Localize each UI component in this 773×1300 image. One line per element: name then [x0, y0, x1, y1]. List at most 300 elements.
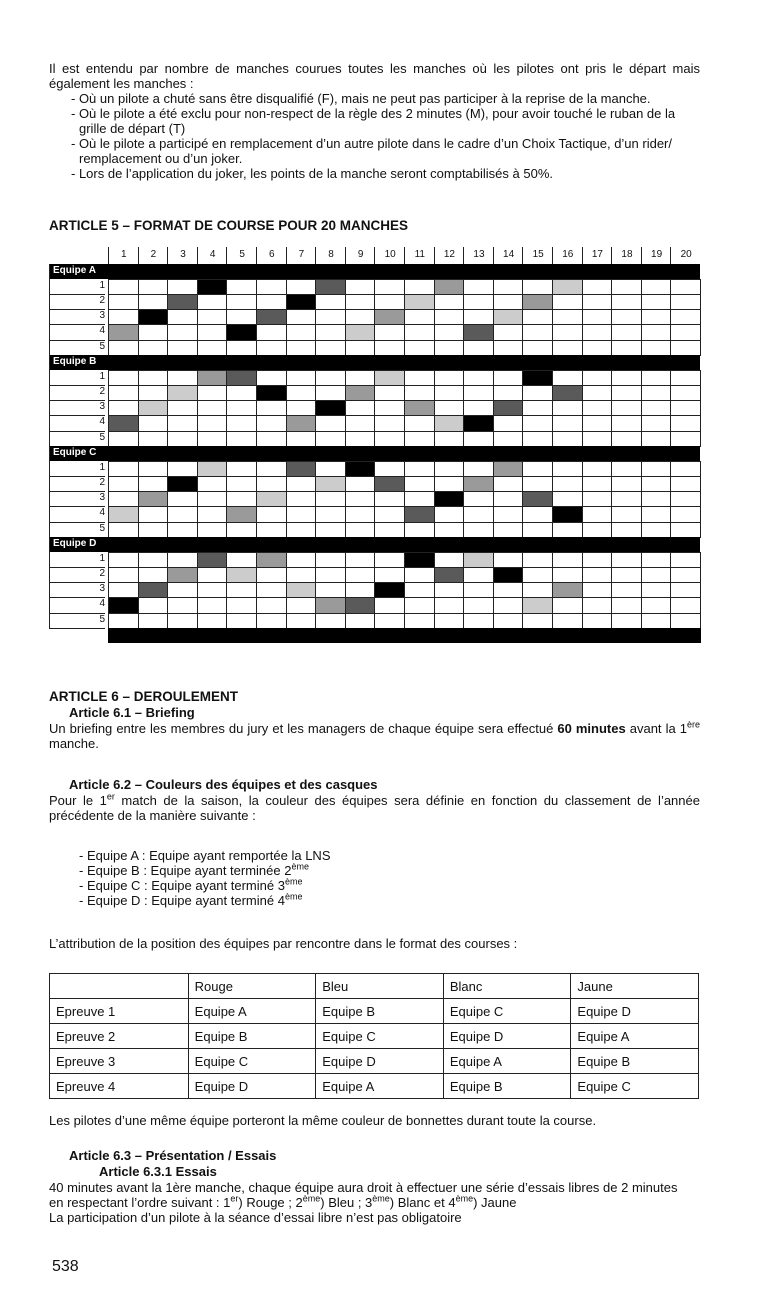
grid-cell [434, 415, 465, 431]
grid-cell [641, 567, 672, 583]
grid-cell [167, 582, 198, 598]
grid-cell [611, 324, 642, 340]
grid-cell [374, 491, 405, 507]
intro-bullet: - Où le pilote a été exclu pour non-respect de la règle des 2 minutes (M), pour avoir touché le ruban de la grille de départ (T) [71, 106, 676, 136]
grid-cell [434, 370, 465, 386]
grid-cell [226, 506, 257, 522]
grid-cell [286, 491, 317, 507]
grid-cell [345, 552, 376, 568]
grid-cell [226, 431, 257, 447]
grid-cell [167, 279, 198, 295]
grid-cell [463, 431, 494, 447]
grid-cell [463, 385, 494, 401]
grid-cell [167, 506, 198, 522]
grid-cell [197, 491, 228, 507]
grid-cell [463, 567, 494, 583]
grid-cell [315, 582, 346, 598]
grid-cell [641, 400, 672, 416]
grid-cell [611, 370, 642, 386]
table-cell: Bleu [316, 974, 444, 999]
grid-cell [345, 400, 376, 416]
grid-cell [286, 552, 317, 568]
row-label: 3 [49, 582, 105, 598]
grid-cell [315, 415, 346, 431]
table-row [50, 1049, 699, 1074]
grid-cell [315, 476, 346, 492]
grid-cell [197, 415, 228, 431]
grid-cell [463, 324, 494, 340]
article631-line2: en respectant l’ordre suivant : 1er) Rouge ; 2ème) Bleu ; 3ème) Blanc et 4ème) Jaune [49, 1193, 517, 1210]
a61-bold: 60 minutes [557, 721, 626, 736]
grid-cell [404, 294, 435, 310]
grid-cell [138, 415, 169, 431]
grid-cell [108, 385, 139, 401]
row-label: 4 [49, 415, 105, 431]
table-cell: Equipe C [443, 999, 571, 1024]
grid-cell [463, 506, 494, 522]
grid-cell [197, 370, 228, 386]
grid-cell [552, 309, 583, 325]
grid-cell [226, 370, 257, 386]
grid-cell [226, 552, 257, 568]
grid-cell [611, 491, 642, 507]
grid-cell [197, 294, 228, 310]
grid-cell [611, 567, 642, 583]
grid-cell [138, 506, 169, 522]
grid-cell [522, 279, 553, 295]
team-bar [108, 446, 700, 461]
grid-cell [522, 613, 553, 629]
column-number: 14 [493, 247, 524, 264]
grid-cell [434, 400, 465, 416]
grid-cell [641, 476, 672, 492]
grid-cell [611, 476, 642, 492]
row-label: 3 [49, 491, 105, 507]
grid-cell [345, 431, 376, 447]
grid-cell [522, 552, 553, 568]
grid-cell [434, 582, 465, 598]
grid-cell [286, 385, 317, 401]
team-colors-table [49, 973, 699, 1099]
grid-cell [670, 567, 701, 583]
grid-cell [522, 415, 553, 431]
grid-cell [167, 461, 198, 477]
grid-cell [374, 370, 405, 386]
grid-cell [138, 324, 169, 340]
grid-cell [434, 279, 465, 295]
table-cell: Epreuve 1 [50, 999, 189, 1024]
grid-cell [197, 340, 228, 356]
grid-cell [226, 294, 257, 310]
grid-cell [552, 582, 583, 598]
grid-cell [108, 613, 139, 629]
grid-cell [434, 324, 465, 340]
column-number: 8 [315, 247, 346, 264]
grid-cell [522, 582, 553, 598]
grid-cell [315, 461, 346, 477]
grid-cell [226, 613, 257, 629]
article62-title: Article 6.2 – Couleurs des équipes et des casques [69, 777, 378, 792]
grid-cell [522, 476, 553, 492]
grid-cell [197, 506, 228, 522]
grid-cell [345, 415, 376, 431]
grid-cell [286, 400, 317, 416]
grid-cell [315, 613, 346, 629]
grid-cell [286, 309, 317, 325]
grid-cell [641, 552, 672, 568]
grid-cell [374, 415, 405, 431]
a61-end: manche. [49, 736, 99, 751]
team-label: Equipe D [49, 537, 108, 552]
grid-cell [404, 279, 435, 295]
grid-cell [345, 279, 376, 295]
grid-cell [374, 582, 405, 598]
grid-cell [611, 294, 642, 310]
grid-cell [582, 400, 613, 416]
row-label: 5 [49, 340, 105, 356]
grid-cell [374, 309, 405, 325]
a61-post: avant la 1 [625, 721, 687, 736]
grid-cell [167, 294, 198, 310]
grid-cell [434, 294, 465, 310]
grid-cell [138, 400, 169, 416]
grid-cell [611, 582, 642, 598]
grid-cell [345, 340, 376, 356]
grid-cell [256, 582, 287, 598]
team-list-item: - Equipe D : Equipe ayant terminé 4ème [79, 891, 303, 908]
column-number: 19 [641, 247, 672, 264]
grid-cell [256, 476, 287, 492]
grid-cell [167, 567, 198, 583]
grid-cell [493, 491, 524, 507]
grid-cell [138, 597, 169, 613]
grid-cell [108, 324, 139, 340]
grid-cell [138, 461, 169, 477]
grid-cell [670, 340, 701, 356]
article5-heading-wrap [49, 218, 408, 234]
grid-cell [167, 491, 198, 507]
grid-cell [522, 461, 553, 477]
grid-cell [404, 476, 435, 492]
grid-cell [522, 324, 553, 340]
grid-cell [611, 506, 642, 522]
grid-cell [463, 415, 494, 431]
grid-cell [404, 324, 435, 340]
grid-cell [522, 431, 553, 447]
grid-cell [670, 370, 701, 386]
grid-cell [404, 522, 435, 538]
grid-cell [315, 340, 346, 356]
grid-cell [552, 340, 583, 356]
grid-cell [138, 567, 169, 583]
grid-cell [256, 613, 287, 629]
grid-cell [315, 279, 346, 295]
grid-cell [463, 522, 494, 538]
grid-cell [611, 613, 642, 629]
grid-cell [345, 324, 376, 340]
column-number: 12 [434, 247, 465, 264]
grid-cell [641, 461, 672, 477]
grid-cell [670, 385, 701, 401]
column-number: 13 [463, 247, 494, 264]
grid-cell [404, 582, 435, 598]
grid-cell [256, 522, 287, 538]
grid-cell [138, 522, 169, 538]
grid-cell [493, 431, 524, 447]
grid-cell [108, 582, 139, 598]
grid-cell [138, 309, 169, 325]
grid-cell [256, 294, 287, 310]
grid-cell [434, 461, 465, 477]
grid-cell [345, 506, 376, 522]
grid-cell [256, 431, 287, 447]
grid-cell [374, 506, 405, 522]
article61-text [49, 721, 700, 751]
a62-post: match de la saison, la couleur des équipes sera définie en fonction du classement de l’année précédente de la manière suivante : [49, 793, 700, 823]
grid-cell [226, 491, 257, 507]
attribution-text: L’attribution de la position des équipes par rencontre dans le format des courses : [49, 936, 518, 951]
grid-cell [226, 522, 257, 538]
grid-cell [641, 324, 672, 340]
grid-cell [315, 385, 346, 401]
grid-cell [522, 506, 553, 522]
grid-cell [582, 552, 613, 568]
grid-left-border [49, 264, 50, 628]
grid-cell [374, 597, 405, 613]
grid-cell [670, 324, 701, 340]
grid-cell [256, 461, 287, 477]
grid-cell [345, 567, 376, 583]
column-number: 10 [374, 247, 405, 264]
grid-cell [108, 400, 139, 416]
row-label: 1 [49, 279, 105, 295]
table-cell: Equipe C [316, 1024, 444, 1049]
grid-cell [167, 340, 198, 356]
grid-cell [582, 340, 613, 356]
grid-cell [493, 400, 524, 416]
grid-cell [670, 279, 701, 295]
grid-cell [670, 476, 701, 492]
grid-cell [641, 582, 672, 598]
grid-cell [226, 461, 257, 477]
grid-cell [522, 400, 553, 416]
table-cell: Equipe A [188, 999, 316, 1024]
article631-line1: 40 minutes avant la 1ère manche, chaque équipe aura droit à effectuer une série d’essais libres de 2 minutes [49, 1180, 678, 1195]
grid-cell [315, 567, 346, 583]
grid-cell [641, 491, 672, 507]
grid-cell [434, 340, 465, 356]
grid-cell [641, 370, 672, 386]
grid-cell [167, 309, 198, 325]
grid-cell [434, 597, 465, 613]
grid-cell [552, 597, 583, 613]
table-cell: Blanc [443, 974, 571, 999]
table-cell: Equipe C [188, 1049, 316, 1074]
grid-cell [138, 552, 169, 568]
helmet-cover-text: Les pilotes d’une même équipe porteront la même couleur de bonnettes durant toute la course. [49, 1113, 597, 1128]
table-cell: Jaune [571, 974, 699, 999]
grid-cell [345, 309, 376, 325]
grid-cell [374, 567, 405, 583]
grid-cell [315, 506, 346, 522]
page-number: 538 [52, 1258, 79, 1275]
grid-cell [345, 461, 376, 477]
grid-cell [167, 597, 198, 613]
grid-cell [582, 491, 613, 507]
grid-cell [641, 385, 672, 401]
grid-cell [611, 400, 642, 416]
grid-cell [552, 294, 583, 310]
grid-cell [256, 506, 287, 522]
grid-cell [226, 597, 257, 613]
grid-cell [611, 552, 642, 568]
a61-sup: ère [686, 719, 700, 730]
grid-cell [226, 400, 257, 416]
grid-cell [582, 597, 613, 613]
column-number: 1 [108, 247, 139, 264]
row-label: 5 [49, 522, 105, 538]
grid-cell [197, 431, 228, 447]
grid-cell [670, 522, 701, 538]
grid-cell [463, 491, 494, 507]
row-label: 4 [49, 597, 105, 613]
grid-cell [582, 506, 613, 522]
grid-cell [197, 552, 228, 568]
race-format-grid [49, 247, 700, 651]
column-number: 18 [611, 247, 642, 264]
team-label: Equipe A [49, 264, 108, 279]
grid-cell [315, 400, 346, 416]
grid-cell [463, 582, 494, 598]
grid-cell [670, 431, 701, 447]
grid-cell [641, 294, 672, 310]
grid-cell [641, 431, 672, 447]
team-list-item: - Equipe C : Equipe ayant terminé 3ème [79, 876, 303, 893]
grid-cell [404, 400, 435, 416]
grid-cell [582, 522, 613, 538]
grid-cell [256, 415, 287, 431]
grid-cell [463, 309, 494, 325]
grid-cell [434, 385, 465, 401]
grid-cell [670, 552, 701, 568]
team-bar [108, 264, 700, 279]
grid-cell [374, 613, 405, 629]
grid-cell [286, 340, 317, 356]
table-cell: Rouge [188, 974, 316, 999]
grid-bottom-bar [108, 628, 701, 643]
grid-cell [374, 340, 405, 356]
grid-cell [552, 613, 583, 629]
grid-cell [108, 522, 139, 538]
column-number: 20 [670, 247, 701, 264]
article62-text [49, 793, 700, 823]
row-label: 3 [49, 400, 105, 416]
grid-cell [611, 340, 642, 356]
grid-cell [611, 279, 642, 295]
grid-cell [552, 552, 583, 568]
grid-cell [167, 324, 198, 340]
a62-pre: Pour le 1 [49, 793, 107, 808]
grid-cell [286, 506, 317, 522]
grid-cell [670, 294, 701, 310]
grid-cell [463, 552, 494, 568]
grid-cell [167, 385, 198, 401]
table-cell: Equipe B [571, 1049, 699, 1074]
team-list-item: - Equipe A : Equipe ayant remportée la LNS [79, 848, 331, 863]
grid-cell [286, 567, 317, 583]
grid-cell [256, 491, 287, 507]
grid-cell [670, 582, 701, 598]
grid-cell [463, 613, 494, 629]
grid-cell [404, 340, 435, 356]
team-bar [108, 355, 700, 370]
grid-cell [256, 370, 287, 386]
grid-cell [197, 613, 228, 629]
grid-cell [286, 370, 317, 386]
grid-cell [493, 476, 524, 492]
grid-cell [641, 613, 672, 629]
grid-cell [641, 522, 672, 538]
grid-cell [641, 506, 672, 522]
grid-cell [256, 324, 287, 340]
grid-cell [493, 279, 524, 295]
grid-cell [256, 567, 287, 583]
grid-cell [404, 370, 435, 386]
grid-cell [493, 461, 524, 477]
row-label: 1 [49, 370, 105, 386]
grid-cell [434, 431, 465, 447]
grid-cell [641, 597, 672, 613]
grid-cell [226, 279, 257, 295]
grid-cell [197, 279, 228, 295]
grid-cell [611, 597, 642, 613]
table-cell: Equipe A [571, 1024, 699, 1049]
grid-cell [404, 491, 435, 507]
grid-cell [463, 279, 494, 295]
row-label: 1 [49, 461, 105, 477]
grid-cell [463, 461, 494, 477]
grid-cell [374, 522, 405, 538]
table-row [50, 1074, 699, 1099]
grid-cell [434, 522, 465, 538]
column-number: 5 [226, 247, 257, 264]
grid-cell [138, 582, 169, 598]
grid-cell [493, 370, 524, 386]
grid-cell [315, 309, 346, 325]
grid-cell [256, 552, 287, 568]
grid-cell [670, 400, 701, 416]
grid-cell [582, 309, 613, 325]
grid-cell [522, 567, 553, 583]
grid-cell [434, 613, 465, 629]
grid-cell [463, 476, 494, 492]
grid-cell [315, 294, 346, 310]
grid-cell [522, 597, 553, 613]
grid-cell [582, 385, 613, 401]
grid-cell [167, 552, 198, 568]
grid-cell [167, 400, 198, 416]
grid-cell [108, 309, 139, 325]
grid-cell [552, 491, 583, 507]
grid-cell [256, 385, 287, 401]
grid-cell [641, 279, 672, 295]
a62-sup: er [106, 791, 115, 802]
grid-cell [197, 324, 228, 340]
grid-cell [374, 552, 405, 568]
grid-cell [256, 340, 287, 356]
grid-cell [167, 415, 198, 431]
table-cell [50, 974, 189, 999]
